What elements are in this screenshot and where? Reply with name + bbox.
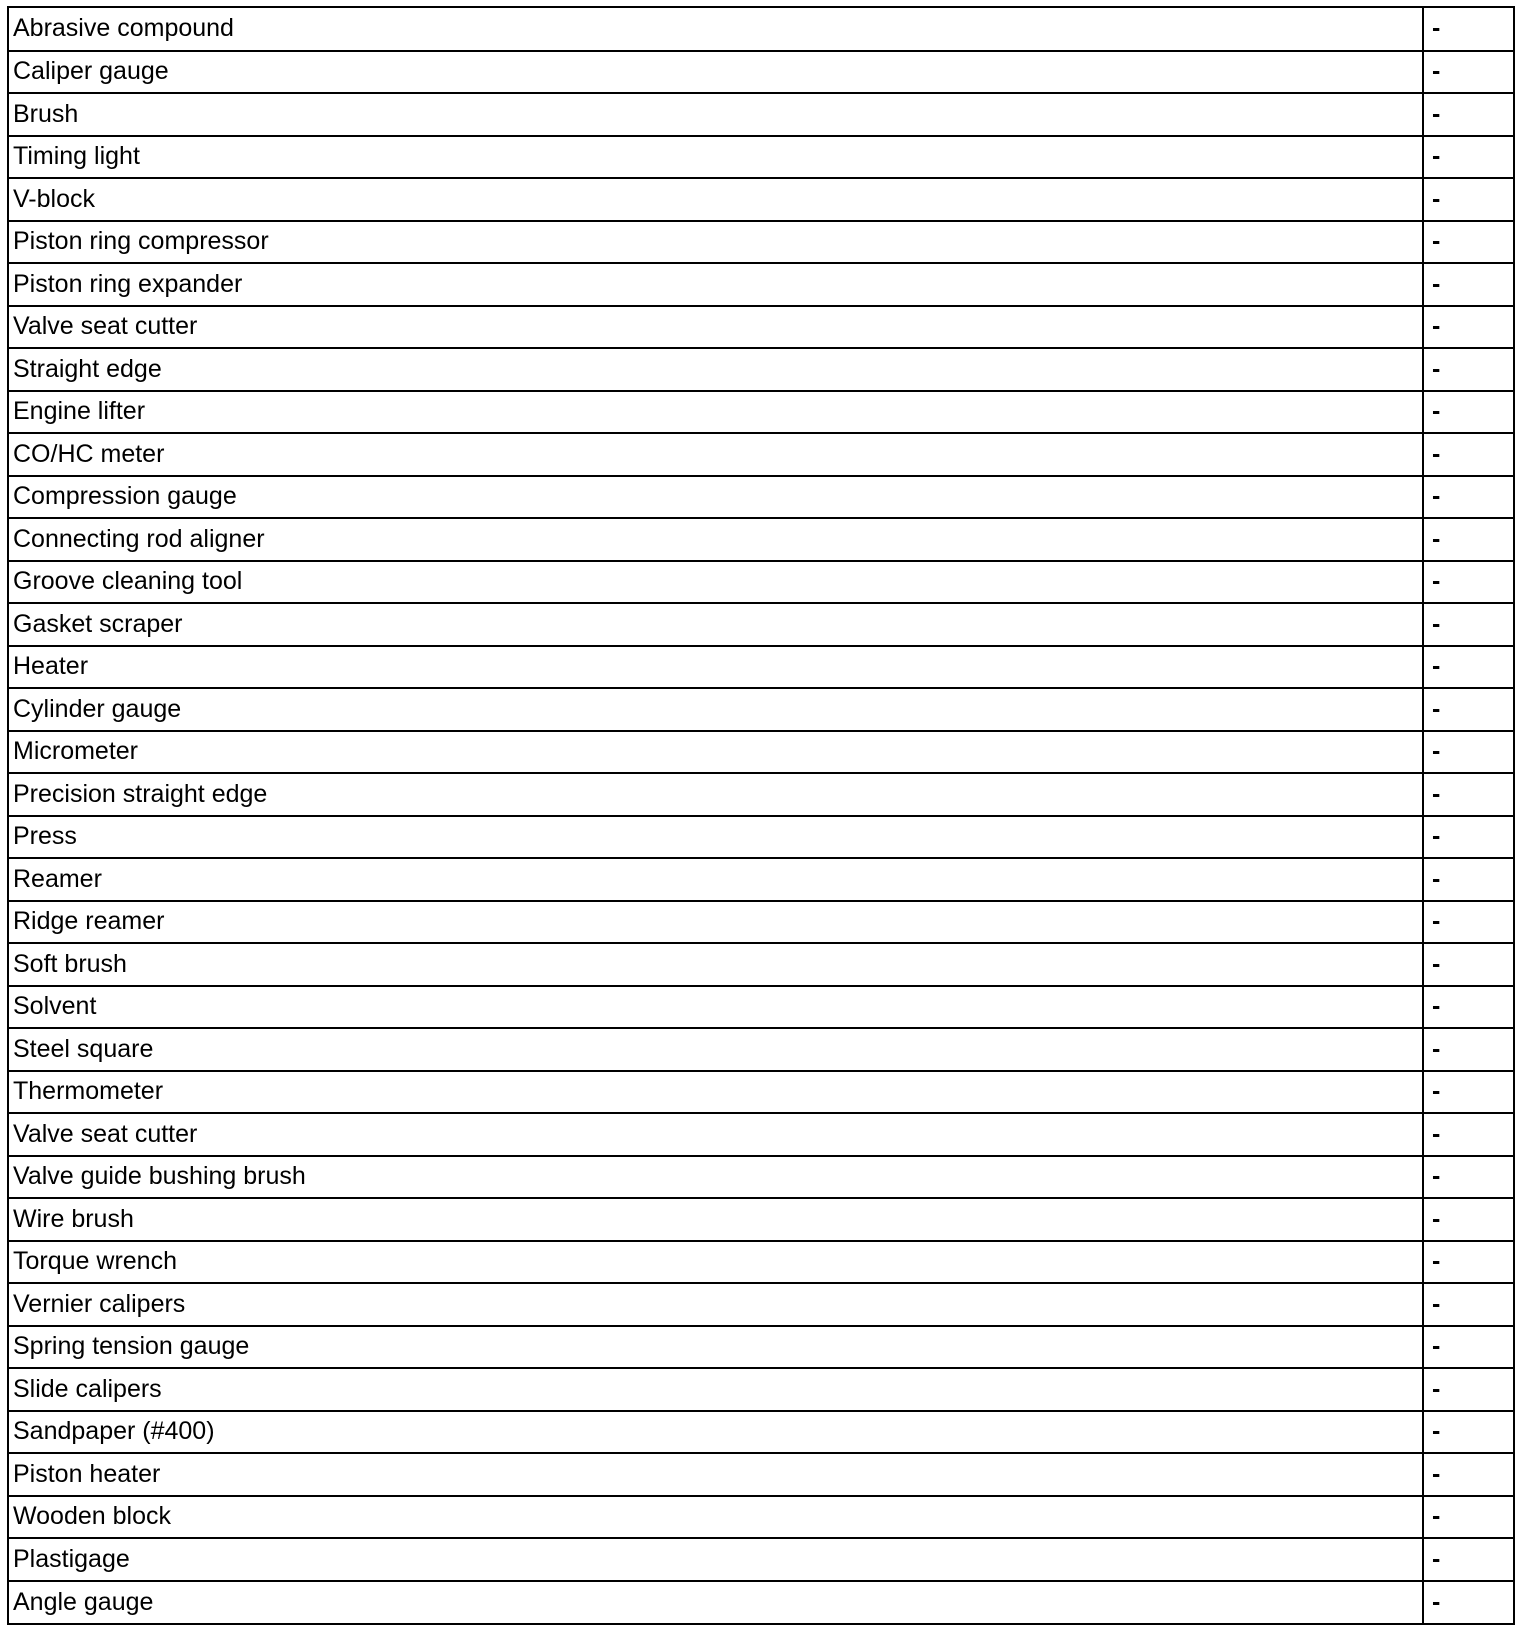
tool-name-cell: Cylinder gauge [9, 688, 1423, 731]
table-row [9, 136, 1513, 179]
tool-value-cell: - [1423, 901, 1513, 944]
table-row [9, 943, 1513, 986]
tool-value-cell: - [1423, 51, 1513, 94]
table-row [9, 1113, 1513, 1156]
tool-name-cell: Solvent [9, 986, 1423, 1029]
tool-value-cell: - [1423, 1283, 1513, 1326]
table-row [9, 306, 1513, 349]
table-row [9, 518, 1513, 561]
table-row [9, 348, 1513, 391]
tool-name-cell: Valve guide bushing brush [9, 1156, 1423, 1199]
tools-table-sheet [7, 6, 1515, 1625]
tool-name-cell: Wire brush [9, 1198, 1423, 1241]
table-row [9, 1326, 1513, 1369]
tool-value-cell: - [1423, 986, 1513, 1029]
tool-value-cell: - [1423, 1156, 1513, 1199]
table-row [9, 221, 1513, 264]
tool-value-cell: - [1423, 348, 1513, 391]
tool-name-cell: Engine lifter [9, 391, 1423, 434]
table-row [9, 646, 1513, 689]
tool-value-cell: - [1423, 1581, 1513, 1624]
tool-name-cell: V-block [9, 178, 1423, 221]
tool-value-cell: - [1423, 561, 1513, 604]
tool-name-cell: Brush [9, 93, 1423, 136]
tool-value-cell: - [1423, 178, 1513, 221]
tool-name-cell: Groove cleaning tool [9, 561, 1423, 604]
tool-value-cell: - [1423, 1453, 1513, 1496]
table-row [9, 731, 1513, 774]
tool-value-cell: - [1423, 1113, 1513, 1156]
tool-name-cell: Straight edge [9, 348, 1423, 391]
table-row [9, 603, 1513, 646]
table-row [9, 433, 1513, 476]
table-row [9, 1241, 1513, 1284]
table-row [9, 8, 1513, 51]
tool-name-cell: Slide calipers [9, 1368, 1423, 1411]
table-row [9, 1411, 1513, 1454]
table-row [9, 1453, 1513, 1496]
tool-value-cell: - [1423, 1411, 1513, 1454]
tool-name-cell: Valve seat cutter [9, 1113, 1423, 1156]
table-row [9, 1028, 1513, 1071]
tool-name-cell: Thermometer [9, 1071, 1423, 1114]
table-row [9, 688, 1513, 731]
table-row [9, 1198, 1513, 1241]
table-row [9, 1496, 1513, 1539]
tool-value-cell: - [1423, 1071, 1513, 1114]
tool-value-cell: - [1423, 8, 1513, 51]
table-row [9, 858, 1513, 901]
tool-value-cell: - [1423, 773, 1513, 816]
table-row [9, 263, 1513, 306]
tool-name-cell: Press [9, 816, 1423, 859]
table-row [9, 986, 1513, 1029]
tool-value-cell: - [1423, 1496, 1513, 1539]
tool-value-cell: - [1423, 688, 1513, 731]
table-row [9, 561, 1513, 604]
tool-name-cell: Abrasive compound [13, 14, 234, 43]
tool-name-cell: Valve seat cutter [9, 306, 1423, 349]
tool-name-cell: Piston ring expander [9, 263, 1423, 306]
table-row [9, 1071, 1513, 1114]
table-row [9, 391, 1513, 434]
tool-name-cell: Soft brush [9, 943, 1423, 986]
tool-value-cell: - [1423, 518, 1513, 561]
tool-name-cell: Precision straight edge [9, 773, 1423, 816]
tool-value-cell: - [1423, 136, 1513, 179]
tools-table [9, 8, 1513, 1623]
tool-name-cell: Ridge reamer [9, 901, 1423, 944]
tool-value-cell: - [1423, 476, 1513, 519]
tool-value-cell: - [1423, 816, 1513, 859]
tool-name-cell: Sandpaper (#400) [9, 1411, 1423, 1454]
tool-value-cell: - [1423, 1326, 1513, 1369]
tool-value-cell: - [1423, 1538, 1513, 1581]
tool-value-cell: - [1423, 433, 1513, 476]
table-row [9, 93, 1513, 136]
tool-value-cell: - [1423, 306, 1513, 349]
tool-name-cell: Caliper gauge [9, 51, 1423, 94]
tool-value-cell: - [1423, 646, 1513, 689]
table-row [9, 1368, 1513, 1411]
tool-value-cell: - [1423, 1028, 1513, 1071]
table-row [9, 1538, 1513, 1581]
tool-name-cell: Timing light [9, 136, 1423, 179]
tool-value-cell: - [1423, 391, 1513, 434]
table-row [9, 816, 1513, 859]
tool-value-cell: - [1423, 1241, 1513, 1284]
tool-value-cell: - [1423, 1368, 1513, 1411]
tool-value-cell: - [1423, 603, 1513, 646]
tool-name-cell: Compression gauge [9, 476, 1423, 519]
tool-name-cell: Plastigage [9, 1538, 1423, 1581]
tool-name-cell: Vernier calipers [9, 1283, 1423, 1326]
tool-name-cell: Heater [9, 646, 1423, 689]
tool-name-cell: Piston ring compressor [9, 221, 1423, 264]
tool-name-cell: Spring tension gauge [9, 1326, 1423, 1369]
table-row [9, 476, 1513, 519]
tool-name-cell: CO/HC meter [9, 433, 1423, 476]
tool-value-cell: - [1423, 263, 1513, 306]
table-row [9, 773, 1513, 816]
tool-value-cell: - [1423, 943, 1513, 986]
tool-value-cell: - [1423, 221, 1513, 264]
table-row [9, 1581, 1513, 1624]
tool-value-cell: - [1423, 1198, 1513, 1241]
table-row [9, 1156, 1513, 1199]
table-row [9, 178, 1513, 221]
tool-value-cell: - [1423, 858, 1513, 901]
tool-name-cell: Torque wrench [9, 1241, 1423, 1284]
table-row [9, 1283, 1513, 1326]
tool-name-cell: Wooden block [9, 1496, 1423, 1539]
tool-value-cell: - [1423, 731, 1513, 774]
tool-name-cell: Angle gauge [9, 1581, 1423, 1624]
tool-name-cell: Connecting rod aligner [9, 518, 1423, 561]
tool-value-cell: - [1423, 93, 1513, 136]
table-row [9, 901, 1513, 944]
tools-table-body [9, 8, 1513, 1623]
tool-name-cell: Micrometer [9, 731, 1423, 774]
table-row [9, 51, 1513, 94]
tool-name-cell: Piston heater [9, 1453, 1423, 1496]
tool-name-cell: Reamer [9, 858, 1423, 901]
tool-name-cell: Steel square [9, 1028, 1423, 1071]
tool-name-cell: Gasket scraper [9, 603, 1423, 646]
